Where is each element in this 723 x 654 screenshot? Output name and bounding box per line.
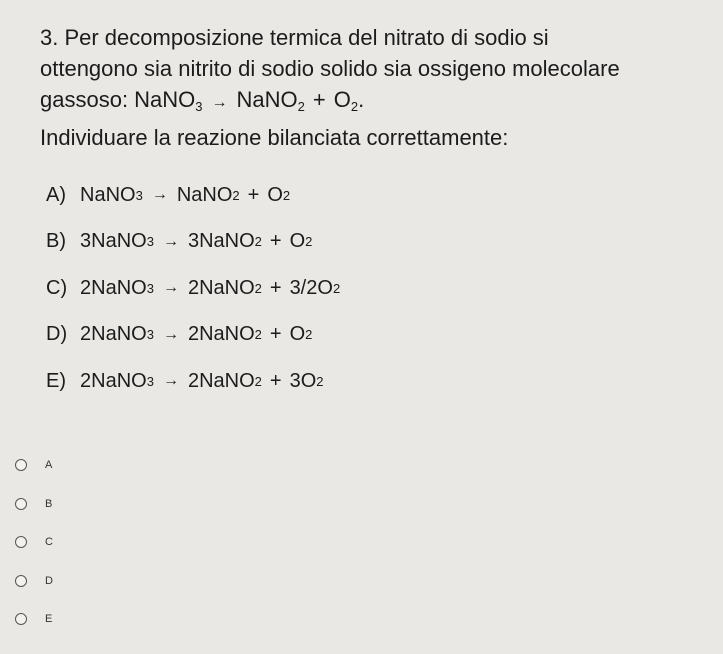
- option-letter: D): [46, 323, 68, 346]
- question-line-3: [40, 84, 720, 122]
- product-2: O: [267, 183, 283, 206]
- radio-label[interactable]: A: [45, 459, 53, 472]
- product-2: O: [300, 369, 317, 392]
- reactant: NaNO: [80, 183, 136, 206]
- reactant-subscript: 3: [146, 373, 154, 389]
- product-2-subscript: 2: [350, 99, 359, 114]
- reactant-subscript: 3: [195, 99, 203, 114]
- option-row: [46, 312, 340, 359]
- radio-choice[interactable]: [15, 562, 53, 601]
- product-1-subscript: 2: [232, 187, 240, 203]
- radio-choice[interactable]: [15, 523, 53, 562]
- reaction-arrow: →: [162, 372, 179, 390]
- option-letter: E): [46, 369, 66, 392]
- radio-button[interactable]: [15, 498, 27, 510]
- question-line-1: 3. Per decomposizione termica del nitrato di sodio si: [40, 25, 549, 50]
- option-row: [46, 358, 340, 405]
- question-line-4: Individuare la reazione bilanciata correttamente:: [40, 125, 509, 150]
- product-2-subscript: 2: [316, 373, 324, 389]
- product-1: NaNO: [199, 230, 255, 253]
- plus-sign: +: [247, 183, 260, 206]
- product-1: NaNO: [176, 183, 233, 206]
- radio-label[interactable]: C: [45, 536, 53, 549]
- reactant-subscript: 3: [146, 327, 154, 343]
- radio-button[interactable]: [15, 459, 27, 471]
- plus-sign: +: [312, 87, 326, 112]
- radio-choice[interactable]: [15, 446, 53, 485]
- radio-button[interactable]: [15, 613, 27, 625]
- question-line-3-prefix: gassoso:: [40, 87, 135, 112]
- option-row: [46, 265, 340, 312]
- option-row: [46, 219, 340, 266]
- reactant-coefficient: 2: [80, 276, 92, 299]
- reactant-coefficient: 3: [80, 230, 92, 253]
- product-1-coefficient: 2: [187, 369, 200, 392]
- product-2: O: [289, 323, 306, 346]
- reaction-arrow: →: [211, 94, 228, 111]
- option-letter: A): [46, 183, 66, 206]
- radio-button[interactable]: [15, 575, 27, 587]
- reactant-coefficient: 2: [80, 323, 92, 346]
- product-2-subscript: 2: [305, 234, 313, 250]
- radio-choice[interactable]: [15, 600, 53, 639]
- product-1-subscript: 2: [254, 234, 262, 250]
- reaction-arrow: →: [151, 186, 168, 204]
- radio-choice[interactable]: [15, 485, 53, 524]
- product-1: NaNO: [236, 87, 298, 112]
- product-2-subscript: 2: [305, 327, 313, 343]
- radio-button[interactable]: [15, 536, 27, 548]
- product-1: NaNO: [199, 323, 255, 346]
- radio-choices: [15, 446, 53, 639]
- product-2-coefficient: 3/2: [289, 276, 318, 299]
- product-2-subscript: 2: [282, 187, 291, 203]
- reactant: NaNO: [91, 323, 147, 346]
- reactant-subscript: 3: [146, 234, 154, 250]
- product-2-subscript: 2: [332, 280, 341, 296]
- question-line-2: ottengono sia nitrito di sodio solido sia ossigeno molecolare: [40, 56, 620, 81]
- option-letter: C): [46, 276, 68, 299]
- question-text: [40, 22, 720, 153]
- answer-options: [46, 172, 340, 405]
- plus-sign: +: [269, 276, 282, 299]
- product-1-coefficient: 2: [187, 276, 200, 299]
- option-letter: B): [46, 230, 66, 253]
- product-2: O: [289, 230, 306, 253]
- reactant-subscript: 3: [146, 280, 154, 296]
- reactant-subscript: 3: [135, 187, 143, 203]
- product-1-subscript: 2: [254, 373, 262, 389]
- product-1-subscript: 2: [297, 99, 305, 114]
- reactant: NaNO: [91, 369, 147, 392]
- plus-sign: +: [269, 230, 282, 253]
- product-1: NaNO: [199, 369, 255, 392]
- reaction-arrow: →: [162, 325, 179, 343]
- reactant: NaNO: [134, 87, 196, 112]
- equation-period: .: [358, 87, 365, 112]
- product-1: NaNO: [199, 276, 255, 299]
- product-1-coefficient: 3: [187, 230, 200, 253]
- product-2: O: [317, 276, 333, 299]
- radio-label[interactable]: E: [45, 613, 53, 626]
- product-1-subscript: 2: [254, 280, 262, 296]
- product-1-subscript: 2: [254, 327, 262, 343]
- product-1-coefficient: 2: [187, 323, 200, 346]
- option-row: [46, 172, 340, 219]
- reaction-arrow: →: [162, 279, 179, 297]
- product-2: O: [333, 87, 351, 112]
- plus-sign: +: [269, 369, 282, 392]
- reaction-arrow: →: [162, 232, 179, 250]
- reactant-coefficient: 2: [80, 369, 92, 392]
- plus-sign: +: [269, 323, 282, 346]
- reactant: NaNO: [91, 230, 147, 253]
- radio-label[interactable]: B: [45, 497, 53, 510]
- product-2-coefficient: 3: [289, 369, 301, 392]
- reactant: NaNO: [91, 276, 147, 299]
- radio-label[interactable]: D: [45, 574, 53, 587]
